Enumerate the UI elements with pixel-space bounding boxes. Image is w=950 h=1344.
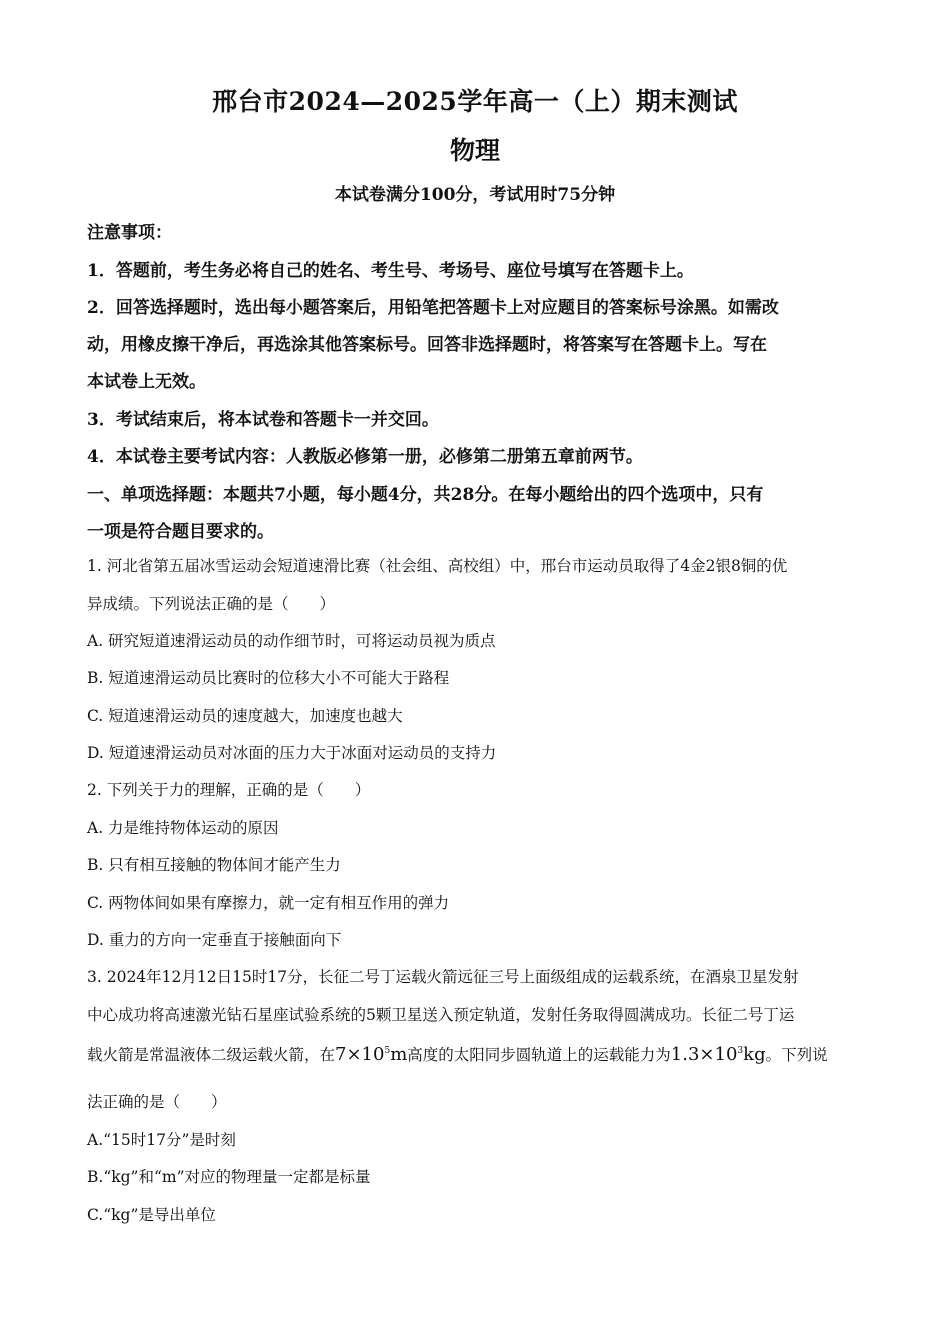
q3-stem: 中心成功将高速激光钻石星座试验系统的5颗卫星送入预定轨道，发射任务取得圆满成功。长征二号丁运 — [87, 1006, 795, 1024]
q2-option-a: A. 力是维持物体运动的原因 — [87, 819, 279, 837]
notice-line: 4．本试卷主要考试内容：人教版必修第一册，必修第二册第五章前两节。 — [87, 447, 643, 467]
section-heading: 一项是符合题目要求的。 — [87, 522, 274, 542]
q1-option-d: D. 短道速滑运动员对冰面的压力大于冰面对运动员的支持力 — [87, 744, 497, 762]
q2-option-c: C. 两物体间如果有摩擦力，就一定有相互作用的弹力 — [87, 894, 450, 912]
notice-line: 动，用橡皮擦干净后，再选涂其他答案标号。回答非选择题时，将答案写在答题卡上。写在 — [87, 335, 767, 355]
notice-line: 1．答题前，考生务必将自己的姓名、考生号、考场号、座位号填写在答题卡上。 — [87, 261, 694, 281]
section-heading: 一、单项选择题：本题共7小题，每小题4分，共28分。在每小题给出的四个选项中，只有 — [87, 485, 764, 505]
q3-stem: 3. 2024年12月12日15时17分，长征二号丁运载火箭远征三号上面级组成的运载系统，在酒泉卫星发射 — [87, 968, 799, 986]
q2-option-d: D. 重力的方向一定垂直于接触面向下 — [87, 931, 342, 949]
q1-stem: 1. 河北省第五届冰雪运动会短道速滑比赛（社会组、高校组）中，邢台市运动员取得了4金2银8铜的优 — [87, 557, 788, 575]
notice-line: 本试卷上无效。 — [87, 372, 206, 392]
q3-text: 高度的太阳同步圆轨道上的运载能力为 — [407, 1046, 671, 1064]
q3-stem — [87, 1043, 867, 1065]
exam-info: 本试卷满分100分，考试用时75分钟 — [334, 185, 616, 205]
q1-option-a: A. 研究短道速滑运动员的动作细节时，可将运动员视为质点 — [87, 632, 496, 650]
q3-option-a: A.“15时17分”是时刻 — [87, 1131, 236, 1149]
exam-title: 邢台市2024—2025学年高一（上）期末测试 — [212, 87, 738, 116]
notice-line: 3．考试结束后，将本试卷和答题卡一并交回。 — [87, 410, 439, 430]
q3-math-height: $7\times 10^5m$ — [335, 1044, 408, 1065]
notice-heading: 注意事项： — [87, 223, 172, 243]
q3-option-c: C.“kg”是导出单位 — [87, 1206, 216, 1224]
q3-option-b: B.“kg”和“m”对应的物理量一定都是标量 — [87, 1168, 371, 1186]
q3-text: 载火箭是常温液体二级运载火箭，在 — [87, 1046, 336, 1064]
q1-stem: 异成绩。下列说法正确的是（ ） — [87, 595, 336, 613]
q3-stem: 法正确的是（ ） — [87, 1093, 227, 1111]
q2-stem: 2. 下列关于力的理解，正确的是（ ） — [87, 781, 371, 799]
q3-text: 。下列说 — [765, 1046, 828, 1064]
subject-title: 物理 — [449, 136, 500, 165]
q3-math-mass: $1.3\times 10^3kg$ — [670, 1044, 766, 1065]
notice-line: 2．回答选择题时，选出每小题答案后，用铅笔把答题卡上对应题目的答案标号涂黑。如需改 — [87, 298, 779, 318]
q2-option-b: B. 只有相互接触的物体间才能产生力 — [87, 856, 341, 874]
q1-option-b: B. 短道速滑运动员比赛时的位移大小不可能大于路程 — [87, 669, 450, 687]
q1-option-c: C. 短道速滑运动员的速度越大，加速度也越大 — [87, 707, 403, 725]
